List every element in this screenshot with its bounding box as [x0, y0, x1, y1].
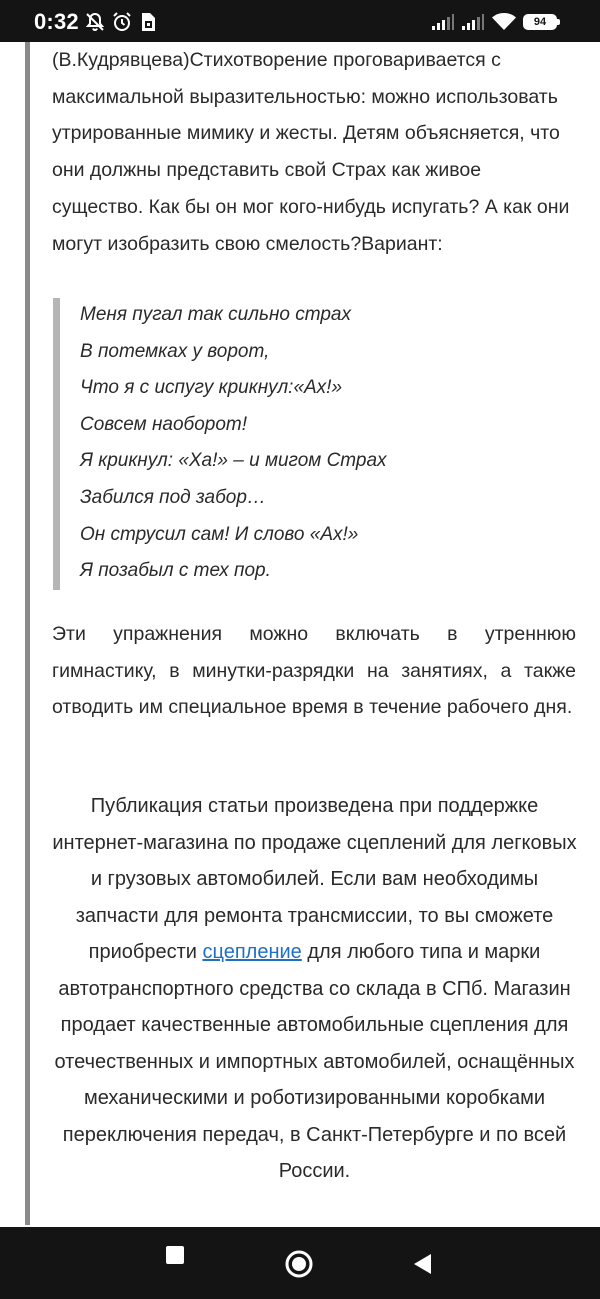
navigation-bar [0, 1227, 600, 1299]
poem-line: Он струсил сам! И слово «Ах!» [80, 523, 359, 545]
recent-apps-button[interactable] [130, 1227, 220, 1299]
poem-line: В потемках у ворот, [80, 340, 270, 362]
signal-icon [462, 14, 484, 30]
status-time: 0:32 [34, 9, 79, 34]
poem-line: Забился под забор… [80, 486, 266, 508]
mute-notifications-icon [84, 11, 106, 33]
sponsor-paragraph [52, 788, 577, 1190]
wifi-icon [492, 13, 516, 31]
back-triangle-icon [378, 1227, 468, 1299]
home-button[interactable] [254, 1227, 344, 1299]
sim-card-icon [139, 11, 157, 33]
article-content [0, 42, 600, 1227]
back-button[interactable] [378, 1227, 468, 1299]
poem-line: Меня пугал так сильно страх [80, 304, 351, 325]
sponsor-text-before: Публикация статьи произведена при поддержке интернет-магазина по продаже сцеплений для легковых и грузовых автомобилей. Если вам необходимы запчасти для ремонта трансмиссии, то вы сможете приобрести [52, 795, 577, 963]
intro-paragraph: (В.Кудрявцева)Стихотворение проговаривается с максимальной выразительностью: можно использовать утрированные мимику и жесты. Детям объясняется, что они должны представить свой Страх как живое существо. Как бы он мог кого-нибудь испугать? А как они могут изобразить свою смелость?Вариант: [52, 49, 570, 255]
poem-line: Я крикнул: «Ха!» – и мигом Страх [80, 450, 387, 472]
poem [80, 297, 387, 590]
battery-icon: 94 [523, 14, 557, 30]
poem-quote-border [53, 298, 60, 590]
circle-icon [254, 1227, 344, 1299]
poem-line: Что я с испугу крикнул:«Ах!» [80, 377, 343, 399]
blockquote-border [25, 42, 30, 1225]
signal-icon [432, 14, 454, 30]
poem-line: Совсем наоборот! [80, 413, 248, 435]
status-bar [0, 0, 600, 42]
sponsor-text-after: для любого типа и марки автотранспортного средства со склада в СПб. Магазин продает качественные автомобильные сцепления для отечественных и импортных автомобилей, оснащённых механическими и роботизированными коробками переключения передач, в Санкт-Петербурге и по всей России. [54, 941, 575, 1182]
alarm-icon [111, 11, 133, 33]
status-right-icons [400, 0, 600, 42]
battery-tip [557, 19, 560, 25]
poem-line: Я позабыл с тех пор. [80, 560, 271, 582]
exercises-paragraph: Эти упражнения можно включать в утреннюю гимнастику, в минутки-разрядки на занятиях, а также отводить им специальное время в течение рабочего дня. [52, 623, 576, 719]
square-icon [130, 1227, 220, 1299]
clutch-link[interactable]: сцепление [202, 941, 302, 963]
